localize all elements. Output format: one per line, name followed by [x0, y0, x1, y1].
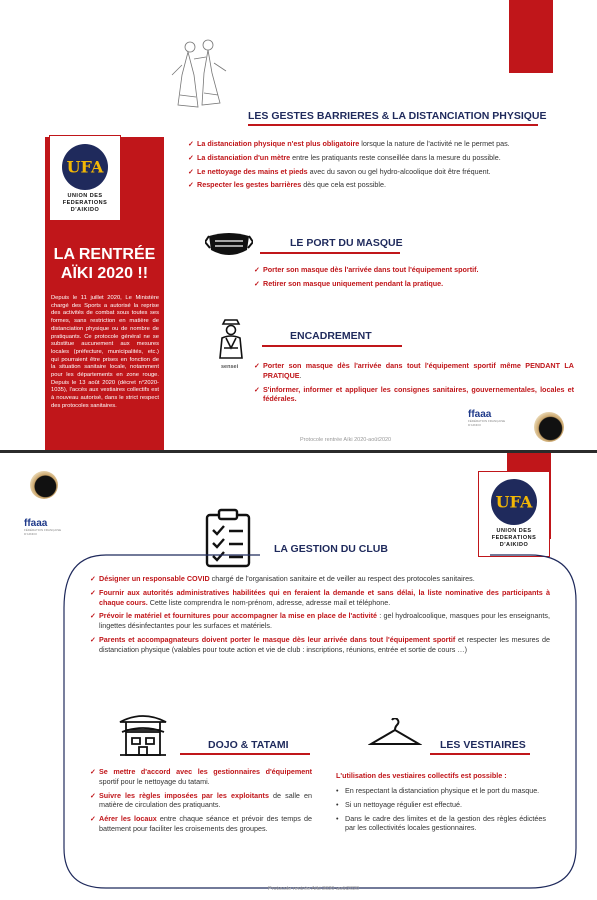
club-title: LA GESTION DU CLUB: [274, 543, 388, 555]
gestes-item-bold: La distanciation physique n'est plus obligatoire: [197, 139, 360, 148]
gestes-list: [188, 139, 588, 194]
sensei-label: sensei: [221, 364, 239, 370]
sensei-icon: [214, 318, 248, 362]
checkmark-icon: ✓: [254, 278, 261, 288]
dojo-item-bold: Suivre les règles imposées par les exploitants: [99, 790, 269, 800]
ffaaa-logo-text-2: ffaaa: [24, 518, 48, 529]
club-item-text: chargé de l'organisation sanitaire et de veiller au respect des protocoles sanitaires.: [209, 574, 475, 583]
page1-footer: Protocole rentrée Aïki 2020-août2020: [300, 437, 392, 443]
checkmark-icon: ✓: [188, 166, 195, 176]
checkmark-icon: ✓: [254, 361, 261, 370]
checkmark-icon: ✓: [90, 574, 97, 583]
dojo-building-icon: [118, 710, 168, 758]
ufa-logo-line1-2: UNION DES: [496, 528, 532, 534]
left-info-panel: [45, 137, 164, 450]
dojo-item-bold: Aérer les locaux: [99, 814, 157, 824]
checkmark-icon: ✓: [90, 611, 97, 621]
mask-icon: [205, 228, 253, 262]
hanger-icon: [368, 718, 422, 748]
club-item-text: Cette liste comprendra le nom-prénom, adresse, adresse mail et téléphone.: [147, 597, 391, 607]
ufa-logo-circle: [62, 144, 108, 190]
checkmark-icon: ✓: [90, 587, 97, 597]
gestes-item-text: lorsque la nature de l'activité ne le permet pas.: [359, 139, 510, 148]
club-item-bold: Fournir aux autorités administratives habilitées qui en feraient la demande et sans délai, la liste nominative des participants à chaque cours.: [99, 587, 550, 607]
checkmark-icon: ✓: [90, 790, 97, 800]
ffaaa-logo: ffaaa FÉDÉRATION FRANÇAISE D'AIKIDO: [468, 409, 506, 427]
gestes-item: [188, 167, 588, 177]
masque-item: [254, 265, 574, 275]
gestes-item: [188, 180, 588, 190]
gestes-item: [188, 139, 588, 149]
vestiaires-underline: [430, 753, 530, 755]
aikido-sketch-icon: [168, 35, 230, 117]
dojo-item: [90, 814, 312, 834]
encadrement-item-bold: Porter son masque dès l'arrivée dans tout l'équipement sportif même PENDANT LA PRATIQUE: [263, 361, 574, 380]
ufa-logo-line2: FEDERATIONS D'AIKIDO: [62, 200, 108, 213]
gestes-item: [188, 153, 588, 163]
gestes-item-text: avec du savon ou gel hydro-alcoolique doit être fréquent.: [307, 166, 491, 176]
club-item-bold: Désigner un responsable COVID: [99, 574, 210, 583]
gestes-item-bold: Respecter les gestes barrières: [197, 180, 302, 190]
seal-disc-icon: [534, 412, 564, 442]
panel-body-text: Depuis le 11 juillet 2020, Le Ministère chargé des Sports a autorisé la reprise des activités de combat sous toutes ses formes, sans restriction en matière de distanciation physique ou de nombre de pratiquants. Ce protocole général ne se substitue aucunement aux mesures locales (préfecture, municipalités, etc.) qui pourraient être prises en fonction de la situation sanitaire locale, notamment pour les départements en zone rouge. Depuis le 13 août 2020 (décret n°2020-1035), l'accès aux vestiaires collectifs est à nouveau autorisé, dans le strict respect des protocoles sanitaires.: [51, 295, 159, 409]
club-item-bold: Parents et accompagnateurs doivent porter le masque dès leur arrivée dans tout l'équipement sportif: [99, 634, 456, 644]
encadrement-item: [254, 361, 574, 381]
dojo-item-text: sportif pour le nettoyage du tatami.: [99, 776, 210, 786]
panel-title: LA RENTRÉE AÏKI 2020 !!: [53, 246, 156, 282]
club-item: [90, 635, 550, 655]
gestes-item-text: dès que cela est possible.: [301, 180, 387, 190]
gestes-title: LES GESTES BARRIERES & LA DISTANCIATION PHYSIQUE: [248, 110, 547, 122]
masque-underline: [260, 252, 400, 254]
gestes-underline: [248, 124, 538, 126]
vestiaires-item: • En respectant la distanciation physique et le port du masque.: [336, 786, 546, 796]
encadrement-item: [254, 385, 574, 405]
encadrement-item-text: .: [299, 370, 302, 380]
encadrement-list: [254, 361, 574, 408]
ufa-logo-letters: UFA: [66, 157, 104, 177]
vestiaires-intro: L'utilisation des vestiaires collectifs est possible :: [336, 771, 507, 780]
vestiaires-item: • Si un nettoyage régulier est effectué.: [336, 800, 546, 810]
ufa-logo-line1: UNION DES: [67, 193, 103, 199]
dojo-item-text: de salle en matière de circulation des pratiquants.: [99, 790, 312, 810]
page2-footer: Protocole rentrée Aïki 2020-août2020: [268, 886, 360, 892]
checkmark-icon: ✓: [254, 265, 261, 274]
club-item: [90, 611, 550, 631]
masque-list: [254, 265, 574, 293]
dojo-list: [90, 767, 312, 838]
encadrement-underline: [262, 345, 402, 347]
masque-item-bold: Retirer son masque uniquement pendant la pratique.: [263, 278, 444, 288]
masque-title: LE PORT DU MASQUE: [290, 237, 403, 249]
seal-disc-icon-2: [30, 471, 58, 499]
club-item-bold: Prévoir le matériel et fournitures pour accompagner la mise en place de l'activité: [99, 611, 378, 621]
checkmark-icon: ✓: [188, 180, 195, 190]
dojo-item: [90, 767, 312, 787]
ffaaa-logo-text: ffaaa: [468, 409, 492, 420]
checkmark-icon: ✓: [90, 634, 97, 644]
dojo-item: [90, 791, 312, 811]
checkmark-icon: ✓: [90, 814, 97, 824]
ufa-logo-line2-2: FEDERATIONS D'AIKIDO: [491, 535, 537, 548]
dojo-item-bold: Se mettre d'accord avec les gestionnaires d'équipement: [99, 767, 312, 776]
encadrement-item-bold: S'informer, informer et appliquer les consignes sanitaires, gouvernementales, locales et fédérales.: [263, 384, 574, 404]
gestes-item-text: entre les pratiquants reste conseillée dans la mesure du possible.: [290, 152, 501, 162]
club-item-text: et respecter les mesures de distanciation physique (valables pour toute action et vie de club : inscriptions, réunions, entrée et sortie de cours …): [99, 634, 551, 654]
encadrement-title: ENCADREMENT: [290, 330, 372, 342]
checkmark-icon: ✓: [90, 767, 97, 776]
checkmark-icon: ✓: [254, 384, 261, 394]
gestes-item-bold: La distanciation d'un mètre: [197, 152, 291, 162]
vestiaires-item: • Dans le cadre des limites et de la gestion des règles édictées par les collectivités locales gestionnaires.: [336, 814, 546, 834]
checkmark-icon: ✓: [188, 152, 195, 162]
page-2: [0, 453, 597, 900]
masque-item-bold: Porter son masque dès l'arrivée dans tout l'équipement sportif.: [263, 265, 479, 274]
red-tab-decoration: [509, 0, 553, 73]
club-item-text: : gel hydroalcoolique, masques pour les enseignants, lingettes désinfectantes pour les surfaces et matériels.: [99, 611, 550, 631]
ufa-logo-2: [478, 471, 550, 557]
club-item: [90, 574, 550, 584]
club-list: [90, 574, 550, 659]
checkmark-icon: ✓: [188, 139, 195, 148]
ufa-logo-letters-2: UFA: [495, 492, 533, 512]
dojo-title: DOJO & TATAMI: [208, 739, 289, 751]
ffaaa-logo-2: ffaaa FÉDÉRATION FRANÇAISE D'AIKIDO: [24, 518, 62, 536]
ufa-logo-circle-2: [491, 479, 537, 525]
ufa-logo: [49, 135, 121, 221]
vestiaires-title: LES VESTIAIRES: [440, 739, 526, 751]
dojo-item-text: entre chaque séance et prévoir des temps de battement pour faciliter les croisements des groupes.: [99, 814, 312, 833]
club-item: [90, 588, 550, 608]
masque-item: [254, 279, 574, 289]
vestiaires-list: [336, 786, 546, 837]
gestes-item-bold: Le nettoyage des mains et pieds: [197, 166, 308, 176]
ufa-logo-text-2: [479, 528, 549, 549]
ufa-logo-text: [50, 193, 120, 214]
dojo-underline: [180, 753, 310, 755]
